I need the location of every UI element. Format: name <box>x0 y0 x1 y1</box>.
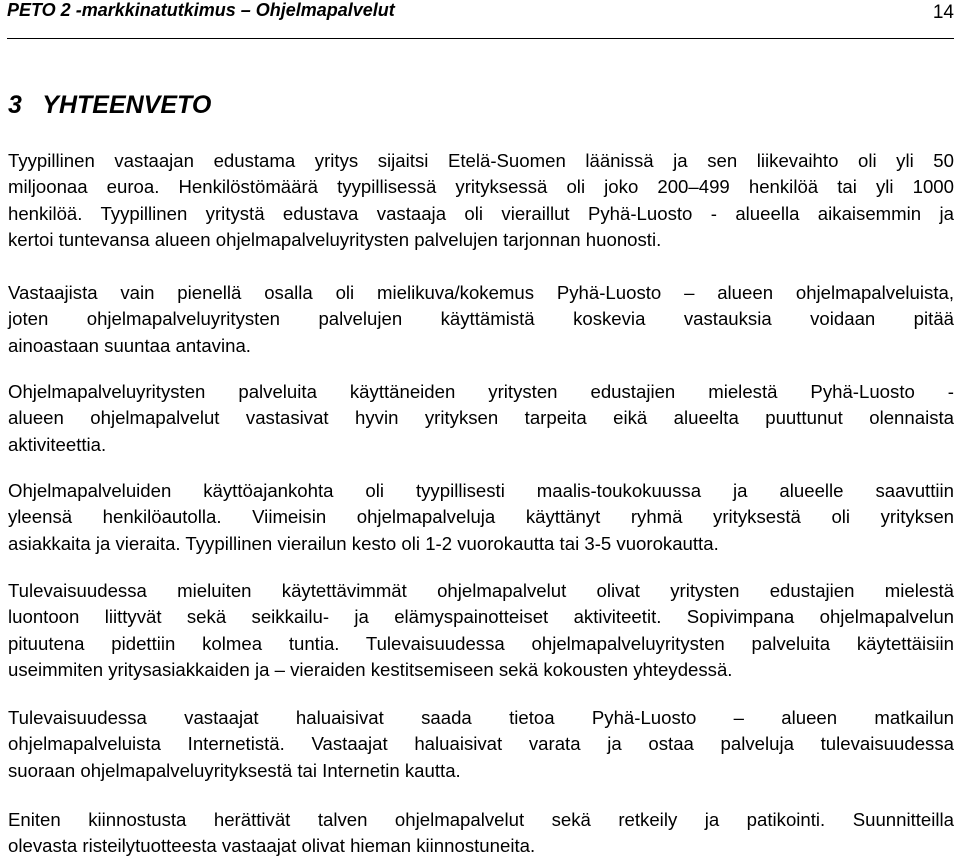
paragraph-line: asiakkaita ja vieraita. Tyypillinen vierailun kesto oli 1-2 vuorokautta tai 3-5 vuorokautta. <box>8 532 719 554</box>
paragraph-line: miljoonaa euroa. Henkilöstömäärä tyypillisessä yrityksessä oli joko 200–499 henkilöä tai yli 1000 <box>8 176 954 198</box>
paragraph-line: Ohjelmapalveluiden käyttöajankohta oli tyypillisesti maalis-toukokuussa ja alueelle saavuttiin <box>8 480 954 501</box>
paragraph-line: useimmiten yritysasiakkaiden ja – vieraiden kestitsemiseen sekä kokousten yhteydessä. <box>8 658 733 680</box>
paragraph-3 <box>8 379 954 458</box>
paragraph-line: Tulevaisuudessa vastaajat haluaisivat saada tietoa Pyhä-Luosto – alueen matkailun <box>8 707 954 728</box>
paragraph-line: Eniten kiinnostusta herättivät talven ohjelmapalvelut sekä retkeily ja patikointi. Suunnitteilla <box>8 809 954 830</box>
paragraph-line: Tulevaisuudessa mieluiten käytettävimmät ohjelmapalvelut olivat yritysten edustajien mielestä <box>8 580 954 601</box>
paragraph-line: yleensä henkilöautolla. Viimeisin ohjelmapalveluja käyttänyt ryhmä yrityksestä oli yrityksen <box>8 506 954 528</box>
paragraph-1 <box>8 148 954 253</box>
paragraph-line: kertoi tuntevansa alueen ohjelmapalveluyritysten palvelujen tarjonnan huonosti. <box>8 228 662 250</box>
paragraph-line: Vastaajista vain pienellä osalla oli mielikuva/kokemus Pyhä-Luosto – alueen ohjelmapalveluista, <box>8 282 954 303</box>
paragraph-line: joten ohjelmapalveluyritysten palvelujen käyttämistä koskevia vastauksia voidaan pitää <box>8 308 954 330</box>
paragraph-line: Tyypillinen vastaajan edustama yritys sijaitsi Etelä-Suomen läänissä ja sen liikevaihto oli yli 50 <box>8 150 954 171</box>
header-title: PETO 2 -markkinatutkimus – Ohjelmapalvelut <box>7 0 395 20</box>
paragraph-line: aktiviteettia. <box>8 433 107 455</box>
page-number: 14 <box>932 2 954 23</box>
paragraph-line: henkilöä. Tyypillinen yritystä edustava vastaaja oli vieraillut Pyhä-Luosto - alueella aikaisemmin ja <box>8 202 954 224</box>
paragraph-line: olevasta risteilytuotteesta vastaajat olivat hieman kiinnostuneita. <box>8 835 536 857</box>
paragraph-line: pituutena pidettiin kolmea tuntia. Tulevaisuudessa ohjelmapalveluyritysten palveluita käytettäisiin <box>8 632 954 654</box>
paragraph-line: luontoon liittyvät sekä seikkailu- ja elämyspainotteiset aktiviteetit. Sopivimpana ohjelmapalvelun <box>8 606 954 628</box>
paragraph-line: ainoastaan suuntaa antavina. <box>8 334 251 356</box>
paragraph-line: ohjelmapalveluista Internetistä. Vastaajat haluaisivat varata ja ostaa palveluja tulevaisuudessa <box>8 733 954 755</box>
paragraph-5 <box>8 578 954 683</box>
paragraph-line: suoraan ohjelmapalveluyrityksestä tai Internetin kautta. <box>8 759 461 781</box>
paragraph-7 <box>8 807 954 860</box>
paragraph-line: alueen ohjelmapalvelut vastasivat hyvin yrityksen tarpeita eikä alueelta puuttunut olennaista <box>8 407 954 429</box>
paragraph-line: Ohjelmapalveluyritysten palveluita käyttäneiden yritysten edustajien mielestä Pyhä-Luosto - <box>8 381 954 402</box>
page-header <box>7 0 954 39</box>
paragraph-2 <box>8 280 954 359</box>
paragraph-6 <box>8 705 954 784</box>
paragraph-4 <box>8 478 954 557</box>
section-heading: 3 YHTEENVETO <box>8 91 212 119</box>
